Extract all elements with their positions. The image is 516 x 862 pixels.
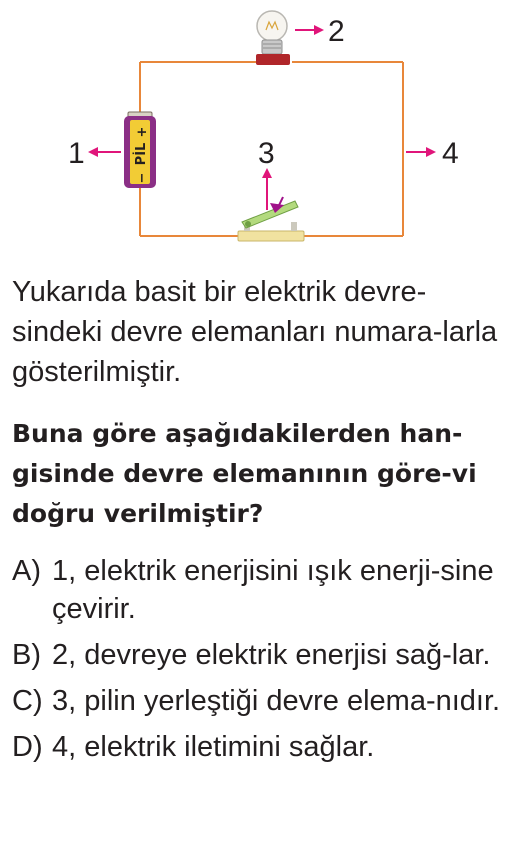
option-c[interactable] [12, 682, 510, 720]
option-letter: C) [12, 685, 43, 717]
battery-plus-sign: + [135, 126, 150, 138]
label-battery: 1 [68, 137, 85, 170]
option-text: 1, elektrik enerjisini ışık enerji-sine çevirir. [52, 555, 494, 625]
battery-minus-sign: − [135, 172, 150, 184]
battery-text: PİL [134, 142, 149, 166]
option-text: 3, pilin yerleştiği devre elema-nıdır. [52, 685, 501, 717]
option-text: 2, devreye elektrik enerjisi sağ-lar. [52, 639, 491, 671]
circuit-diagram [0, 0, 516, 262]
label-bulb: 2 [328, 15, 345, 48]
option-a[interactable] [12, 552, 510, 628]
bulb-icon [256, 11, 290, 65]
label-wire: 4 [442, 137, 459, 170]
label-switch: 3 [258, 137, 275, 170]
option-letter: A) [12, 555, 41, 587]
option-letter: B) [12, 639, 41, 671]
switch-icon [238, 197, 304, 241]
option-text: 4, elektrik iletimini sağlar. [52, 731, 375, 763]
option-d[interactable] [12, 728, 510, 766]
intro-text: Yukarıda basit bir elektrik devre-sindeki devre elemanları numara-larla gösterilmiştir. [12, 276, 498, 388]
option-b[interactable] [12, 636, 510, 674]
answer-options [12, 552, 510, 774]
question-text: Buna göre aşağıdakilerden han-gisinde devre elemanının göre-vi doğru verilmiştir? [12, 419, 477, 528]
option-letter: D) [12, 731, 43, 763]
battery-icon [124, 112, 156, 188]
